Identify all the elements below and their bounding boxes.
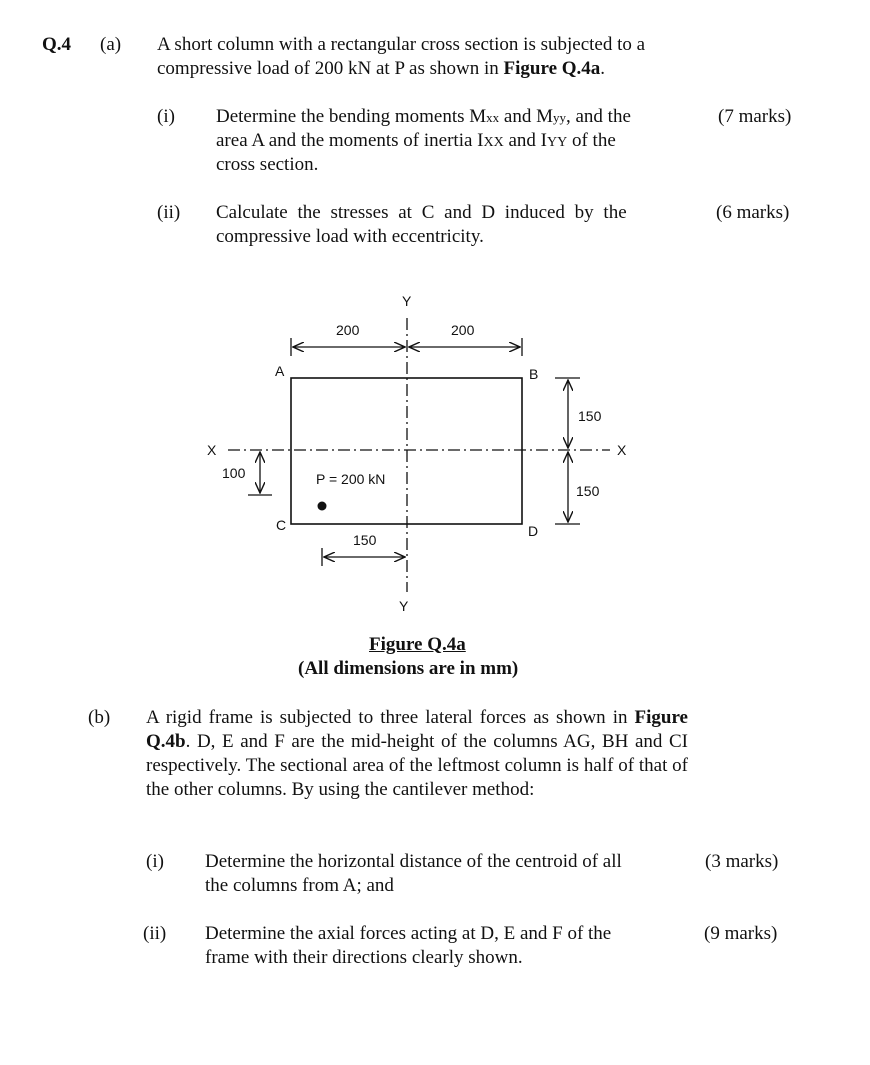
part-b-text-post: . D, E and F are the mid-height of the columns AG, BH and CI respectively. The sectional area of the leftmost column is half of that of the other columns. By using the cantilever method: xyxy=(146,731,688,800)
part-a-i-label: (i) xyxy=(157,106,175,127)
part-b-i-line1: Determine the horizontal distance of the centroid of all xyxy=(205,851,622,872)
label-dim-150-top: 150 xyxy=(578,408,602,424)
figure-subcaption: (All dimensions are in mm) xyxy=(298,658,519,679)
question-number: Q.4 xyxy=(42,34,72,55)
figure-caption: Figure Q.4a xyxy=(369,634,466,655)
part-b-text-pre: A rigid frame is subjected to three lateral forces as shown in xyxy=(146,707,635,728)
part-a-ii-line2: compressive load with eccentricity. xyxy=(216,226,484,247)
part-a-intro-end: . xyxy=(600,58,606,79)
figure-ref-q4b: Figure Q.4b xyxy=(146,707,688,752)
label-load-p: P = 200 kN xyxy=(316,471,386,487)
mxx-subscript: xx xyxy=(486,110,500,125)
load-point-p xyxy=(318,502,327,511)
ixx-subscript: XX xyxy=(483,135,504,150)
label-corner-a: A xyxy=(275,363,285,379)
label-dim-150-bottom: 150 xyxy=(576,483,600,499)
label-x-right: X xyxy=(617,442,627,458)
part-b-i-label: (i) xyxy=(146,851,164,872)
part-b-paragraph xyxy=(146,706,688,802)
part-b-ii-line1: Determine the axial forces acting at D, E and F of the xyxy=(205,923,612,944)
part-a-i-text-d: area A and the moments of inertia I xyxy=(216,130,484,151)
part-a-ii-label: (ii) xyxy=(157,202,181,223)
label-y-bottom: Y xyxy=(399,598,409,614)
label-corner-b: B xyxy=(529,366,539,382)
part-b-label: (b) xyxy=(88,707,111,728)
label-dim-200-right: 200 xyxy=(451,322,475,338)
part-a-label: (a) xyxy=(100,34,122,55)
figure-ref-q4a: Figure Q.4a xyxy=(503,58,601,79)
label-dim-150-horizontal: 150 xyxy=(353,532,377,548)
part-a-i-text-c: , and the xyxy=(566,106,631,127)
part-a-i-text-e: and I xyxy=(503,130,547,151)
part-a-i-text-b: and M xyxy=(499,106,553,127)
part-a-i-marks: (7 marks) xyxy=(718,106,792,127)
iyy-subscript: YY xyxy=(547,135,568,150)
myy-subscript: yy xyxy=(553,110,566,125)
part-a-ii-line1: Calculate the stresses at C and D induced by the xyxy=(216,202,627,223)
label-corner-c: C xyxy=(276,517,287,533)
part-a-i-text-f: of the xyxy=(567,130,616,151)
label-dim-200-left: 200 xyxy=(336,322,360,338)
label-y-top: Y xyxy=(402,293,412,309)
label-x-left: X xyxy=(207,442,217,458)
part-b-i-marks: (3 marks) xyxy=(705,851,779,872)
label-corner-d: D xyxy=(528,523,539,539)
part-b-ii-label: (ii) xyxy=(143,923,167,944)
part-b-i-line2: the columns from A; and xyxy=(205,875,394,896)
part-b-ii-line2: frame with their directions clearly shown. xyxy=(205,947,523,968)
part-b-ii-marks: (9 marks) xyxy=(704,923,778,944)
part-a-ii-marks: (6 marks) xyxy=(716,202,790,223)
part-a-intro-line1: A short column with a rectangular cross section is subjected to a xyxy=(157,34,646,55)
part-a-i-text-a: Determine the bending moments M xyxy=(216,106,487,127)
part-a-intro-text: compressive load of 200 kN at P as shown in xyxy=(157,58,504,79)
part-a-i-line3: cross section. xyxy=(216,154,319,175)
label-dim-100: 100 xyxy=(222,465,246,481)
